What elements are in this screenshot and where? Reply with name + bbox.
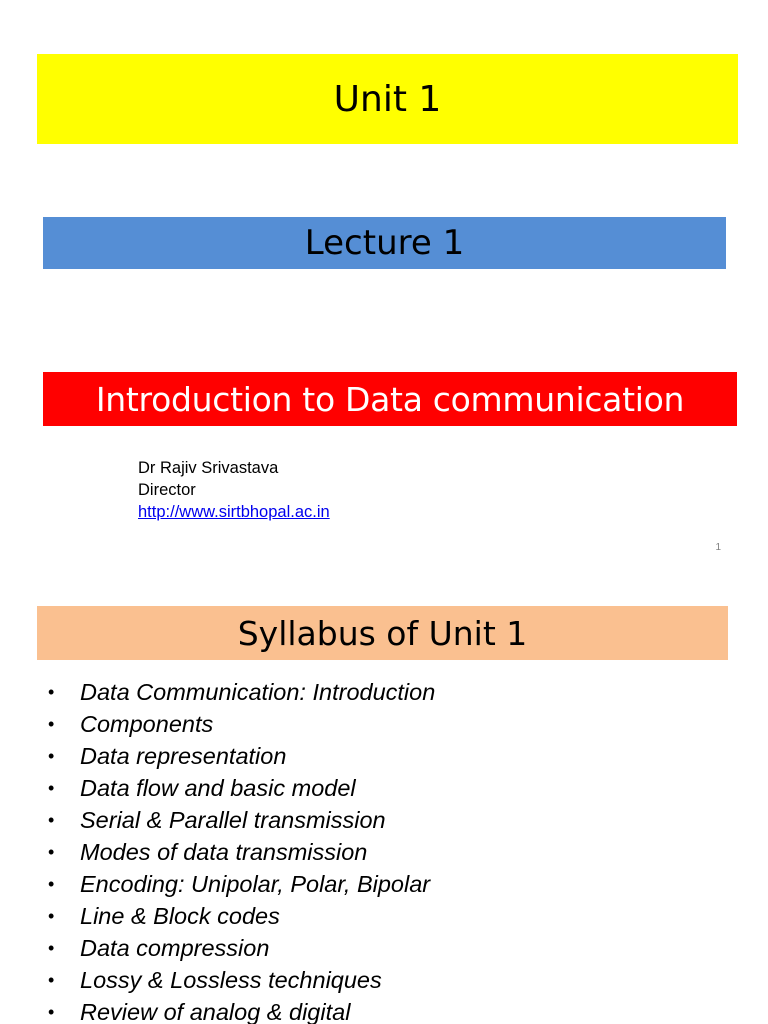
list-item [44, 708, 435, 740]
list-item-text: Data compression [80, 935, 270, 961]
topic-title-banner [43, 372, 737, 426]
list-item-text: Modes of data transmission [80, 839, 368, 865]
list-item-text: Data representation [80, 743, 287, 769]
lecture-title: Lecture 1 [304, 223, 465, 263]
list-item [44, 868, 435, 900]
bullet-icon: • [48, 1002, 55, 1022]
list-item [44, 836, 435, 868]
list-item-text: Lossy & Lossless techniques [80, 967, 382, 993]
bullet-icon: • [48, 810, 55, 830]
syllabus-list [44, 676, 435, 1024]
list-item-text: Line & Block codes [80, 903, 280, 929]
list-item [44, 740, 435, 772]
list-item [44, 804, 435, 836]
unit-title-banner [37, 54, 738, 144]
bullet-icon: • [48, 906, 55, 926]
list-item [44, 900, 435, 932]
list-item-text: Serial & Parallel transmission [80, 807, 386, 833]
list-item-text: Data Communication: Introduction [80, 679, 436, 705]
bullet-icon: • [48, 746, 55, 766]
bullet-icon: • [48, 842, 55, 862]
list-item-text: Components [80, 711, 214, 737]
list-item-text: Review of analog & digital [80, 999, 351, 1024]
list-item [44, 772, 435, 804]
website-link[interactable]: http://www.sirtbhopal.ac.in [138, 503, 330, 521]
lecture-title-banner [43, 217, 726, 269]
bullet-icon: • [48, 778, 55, 798]
unit-title: Unit 1 [333, 78, 442, 120]
bullet-icon: • [48, 682, 55, 702]
syllabus-title: Syllabus of Unit 1 [237, 613, 528, 653]
author-name: Dr Rajiv Srivastava [138, 459, 279, 477]
bullet-icon: • [48, 970, 55, 990]
slide-number: 1 [715, 542, 721, 553]
list-item [44, 676, 435, 708]
syllabus-title-banner [37, 606, 728, 660]
bullet-icon: • [48, 874, 55, 894]
bullet-icon: • [48, 938, 55, 958]
list-item [44, 996, 435, 1024]
list-item [44, 932, 435, 964]
list-item-text: Data flow and basic model [80, 775, 356, 801]
topic-title: Introduction to Data communication [95, 379, 685, 419]
list-item-text: Encoding: Unipolar, Polar, Bipolar [80, 871, 431, 897]
author-role: Director [138, 481, 196, 499]
list-item [44, 964, 435, 996]
bullet-icon: • [48, 714, 55, 734]
author-info [138, 457, 330, 523]
